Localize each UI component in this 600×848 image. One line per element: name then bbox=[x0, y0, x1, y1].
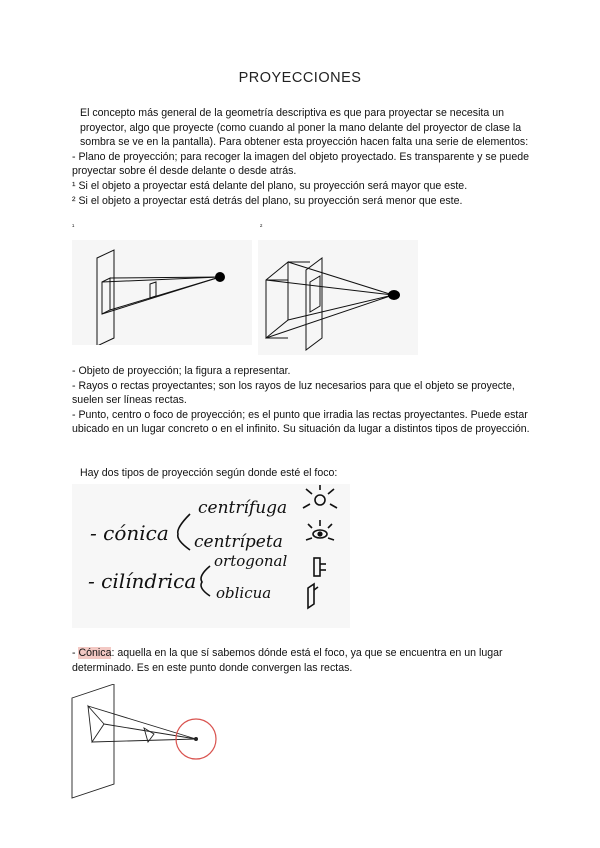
conica-term-highlight: Cónica bbox=[78, 647, 112, 659]
note-1: ¹ Si el objeto a proyectar está delante del plano, su proyección será mayor que este. bbox=[72, 179, 468, 192]
hand-oblicua: oblicua bbox=[216, 584, 272, 602]
hand-cilindrica: - cilíndrica bbox=[88, 569, 197, 593]
hand-conica: - cónica bbox=[90, 521, 169, 545]
handwritten-classification bbox=[72, 484, 350, 628]
note-2: ² Si el objeto a proyectar está detrás del plano, su proyección será menor que este. bbox=[72, 194, 463, 207]
rayos-paragraph: - Rayos o rectas proyectantes; son los rayos de luz necesarios para que el objeto se proyecte, suelen ser líneas rectas. bbox=[72, 379, 515, 407]
hand-centripeta: centrípeta bbox=[194, 532, 283, 552]
projection-figure-2 bbox=[258, 240, 418, 355]
conica-prefix: - bbox=[72, 647, 79, 659]
elements-section bbox=[72, 364, 532, 437]
page-title: PROYECCIONES bbox=[238, 70, 362, 86]
hand-centrifuga: centrífuga bbox=[198, 498, 288, 518]
plano-paragraph: - Plano de proyección; para recoger la imagen del objeto proyectado. Es transparente y se puede proyectar sobre él desde delante o desde atrás. bbox=[72, 150, 529, 178]
conica-definition: : aquella en la que sí sabemos dónde está el foco, ya que se encuentra en un lugar determinado. Es en este punto donde convergen las rectas. bbox=[72, 647, 503, 674]
intro-section bbox=[72, 106, 532, 208]
punto-paragraph: - Punto, centro o foco de proyección; es el punto que irradia las rectas proyectantes. Puede estar ubicado en un lugar concreto o en el infinito. Su situación da lugar a distintos tipos de proyección. bbox=[72, 408, 530, 436]
conical-projection-figure bbox=[70, 684, 220, 799]
tipos-paragraph: Hay dos tipos de proyección según donde esté el foco: bbox=[80, 467, 338, 479]
objeto-paragraph: - Objeto de proyección; la figura a representar. bbox=[72, 365, 291, 377]
conica-paragraph bbox=[72, 646, 532, 675]
figure-1-number: ¹ bbox=[72, 224, 75, 231]
projection-figure-1 bbox=[72, 240, 252, 345]
intro-paragraph: El concepto más general de la geometría descriptiva es que para proyectar se necesita un proyector, algo que proyecte (como cuando al poner la mano delante del proyector de clase la sombra se ve en la pantalla). Para obtener esta proyección hacen falta una serie de elementos: bbox=[80, 107, 529, 149]
figure-2-number: ² bbox=[260, 224, 263, 231]
hand-ortogonal: ortogonal bbox=[214, 552, 288, 570]
